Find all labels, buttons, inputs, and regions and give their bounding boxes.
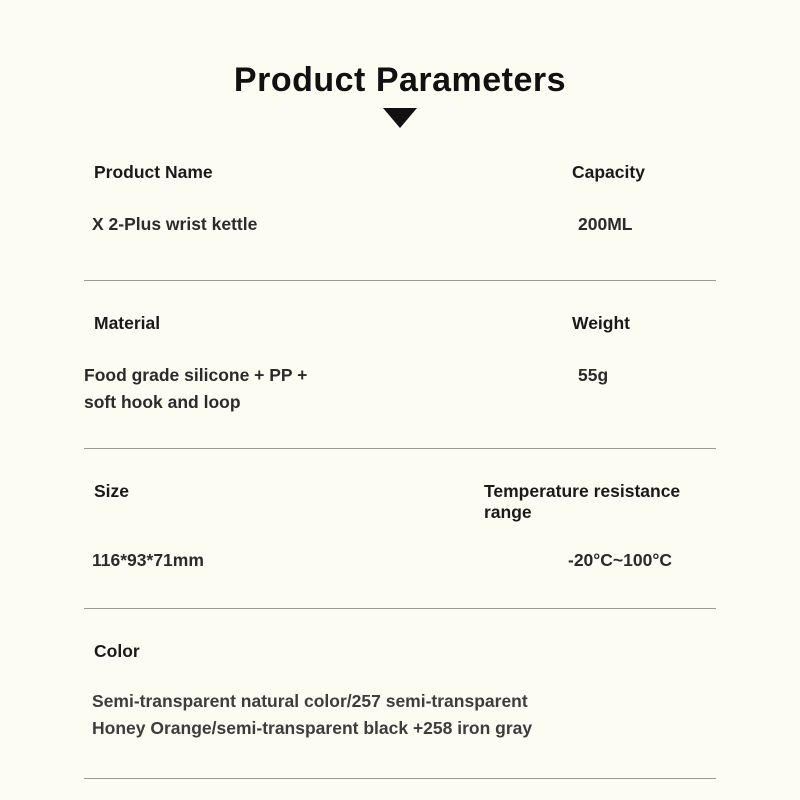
- parameters-table: [84, 162, 716, 779]
- row-divider: [84, 280, 716, 281]
- param-label-empty: [484, 641, 716, 662]
- param-label-size: Size: [94, 481, 130, 501]
- param-value-color: [84, 688, 716, 742]
- table-row: [84, 641, 716, 779]
- param-value-capacity: 200ML: [578, 214, 633, 234]
- param-value-material: [84, 362, 484, 416]
- param-value-color-line2: Honey Orange/semi-transparent black +258 iron gray: [92, 718, 533, 738]
- param-value-size: 116*93*71mm: [92, 550, 204, 570]
- param-label-color: Color: [94, 641, 140, 661]
- param-value-product-name: X 2-Plus wrist kettle: [92, 214, 258, 234]
- table-row: [84, 481, 716, 609]
- table-row: [84, 162, 716, 281]
- param-value-color-line1: Semi-transparent natural color/257 semi-transparent: [92, 691, 528, 711]
- row-divider: [84, 608, 716, 609]
- param-value-weight: 55g: [578, 365, 609, 385]
- param-label-temperature-range: Temperature resistance range: [484, 481, 681, 522]
- triangle-down-icon-wrap: [0, 108, 800, 128]
- page-title: Product Parameters: [233, 61, 567, 99]
- param-label-product-name: Product Name: [94, 162, 213, 182]
- triangle-down-icon: [383, 108, 417, 128]
- row-divider: [84, 448, 716, 449]
- param-value-material-line2: soft hook and loop: [84, 392, 241, 412]
- param-value-temperature-range: -20°C~100°C: [568, 550, 672, 570]
- param-label-capacity: Capacity: [572, 162, 645, 182]
- param-label-material: Material: [94, 313, 161, 333]
- row-divider: [84, 778, 716, 779]
- table-row: [84, 313, 716, 449]
- param-value-material-line1: Food grade silicone + PP +: [84, 365, 308, 385]
- param-label-weight: Weight: [572, 313, 631, 333]
